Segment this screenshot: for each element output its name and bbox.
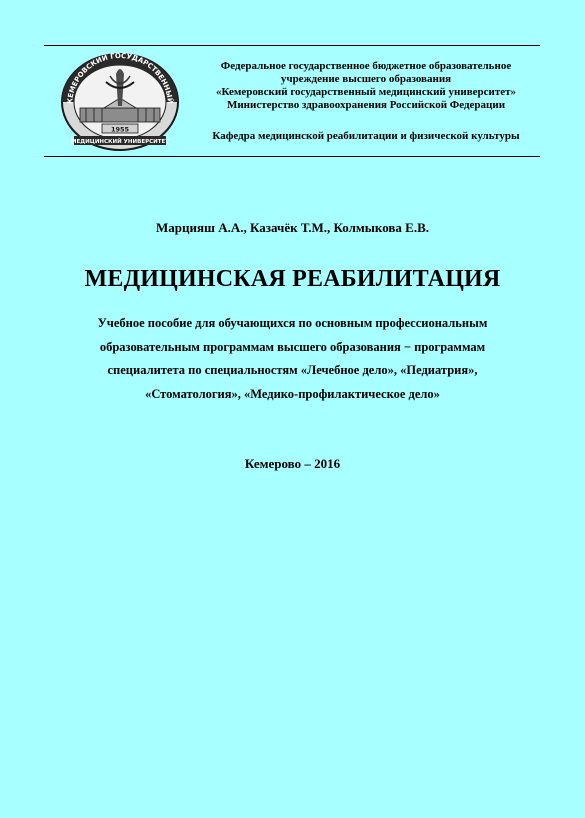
authors: Марцияш А.А., Казачёк Т.М., Колмыкова Е.В. xyxy=(156,220,429,235)
document-subtitle xyxy=(0,312,585,406)
subtitle-line: Учебное пособие для обучающихся по основным профессиональным xyxy=(97,316,488,330)
org-line: «Кемеровский государственный медицинский университет» xyxy=(215,86,517,98)
subtitle-line: образовательным программам высшего образования − программам xyxy=(99,339,486,354)
subtitle-line: специалитета по специальностям «Лечебное дело», «Педиатрия», xyxy=(107,363,478,377)
city-year: Кемерово – 2016 xyxy=(244,456,341,471)
logo-year: 1955 xyxy=(110,125,130,134)
organization-block xyxy=(196,60,536,112)
logo-banner-text: МЕДИЦИНСКИЙ УНИВЕРСИТЕТ xyxy=(70,139,170,145)
org-line: Федеральное государственное бюджетное образовательное xyxy=(220,60,512,72)
header-bottom-rule xyxy=(44,156,540,157)
department-name: Кафедра медицинской реабилитации и физической культуры xyxy=(212,130,520,142)
logo-arc-text: КЕМЕРОВСКИЙ ГОСУДАРСТВЕННЫЙ xyxy=(65,51,175,105)
org-line: Министерство здравоохранения Российской Федерации xyxy=(226,99,506,111)
university-logo xyxy=(46,46,194,154)
document-title: МЕДИЦИНСКАЯ РЕАБИЛИТАЦИЯ xyxy=(84,266,501,292)
org-line: учреждение высшего образования xyxy=(280,73,452,85)
subtitle-line: «Стоматология», «Медико-профилактическое дело» xyxy=(145,386,440,401)
